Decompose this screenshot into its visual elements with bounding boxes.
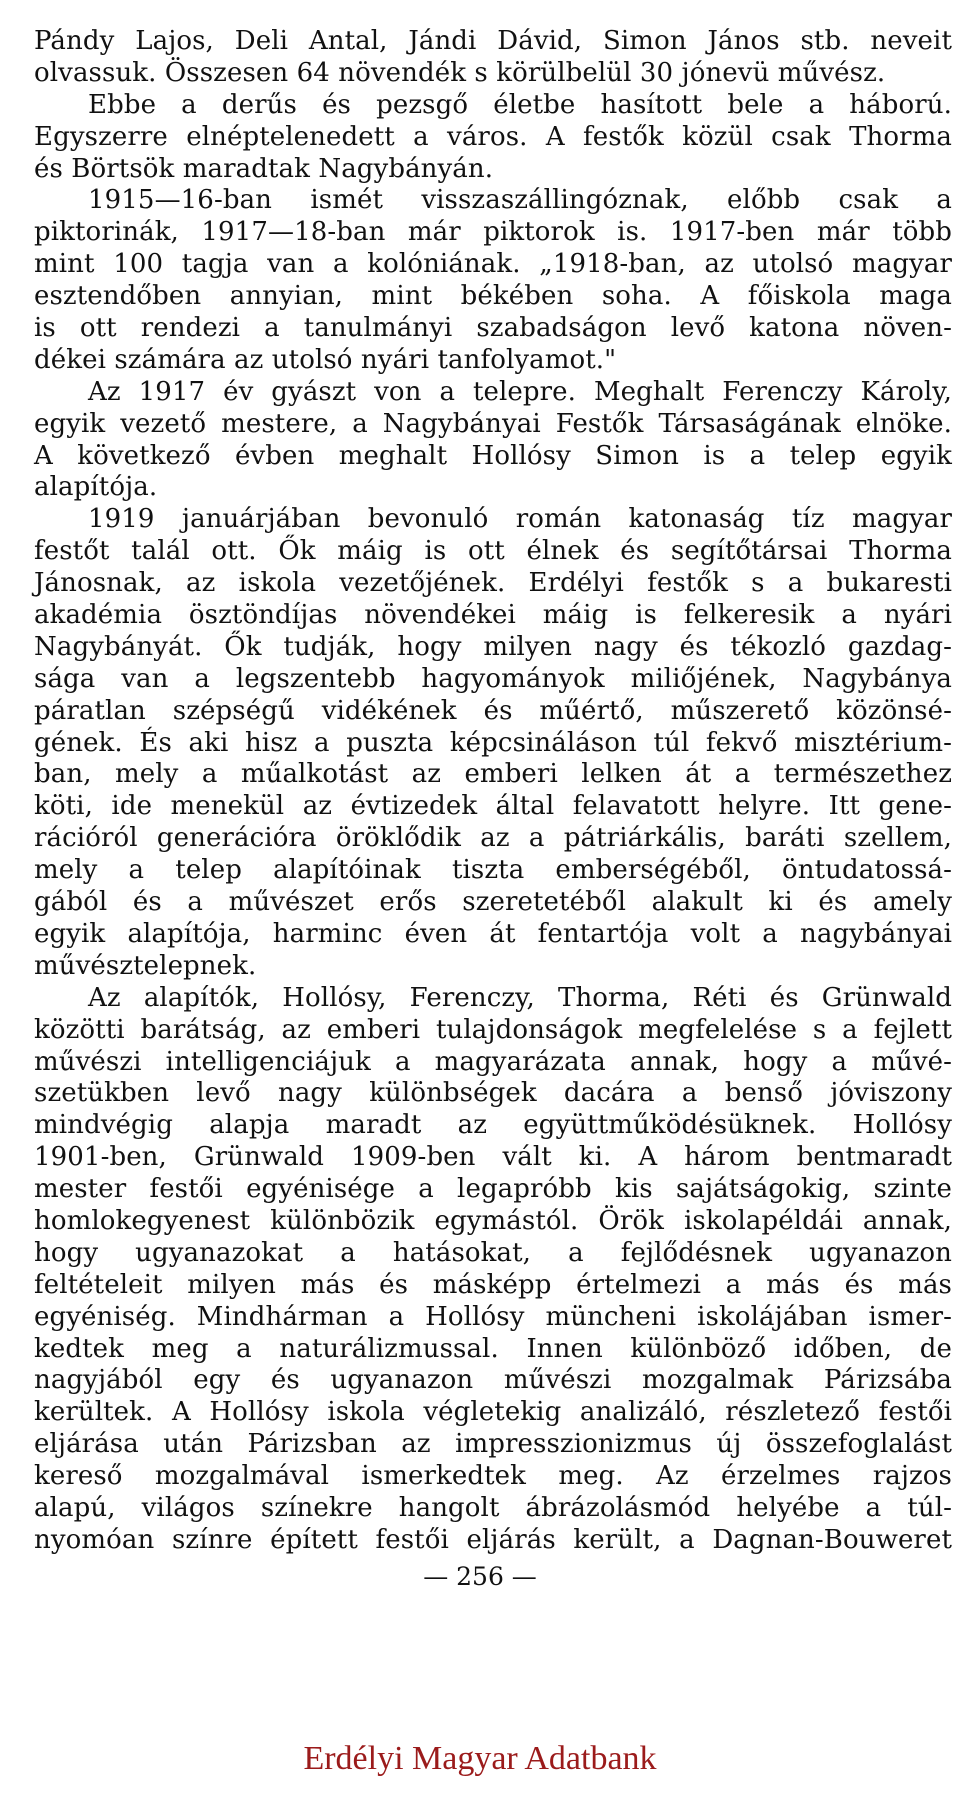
text-line: kedtek meg a naturálizmussal. Innen különböző időben, de	[34, 1333, 952, 1364]
text-column	[34, 26, 952, 1557]
text-line: Nagybányát. Ők tudják, hogy milyen nagy és tékozló gazdag-	[34, 631, 952, 662]
text-line: Pándy Lajos, Deli Antal, Jándi Dávid, Simon János stb. neveit	[34, 26, 952, 56]
text-line: művésztelepnek.	[34, 950, 257, 981]
text-line: kereső mozgalmával ismerkedtek meg. Az érzelmes rajzos	[34, 1461, 952, 1492]
page-number: — 256 —	[423, 1562, 537, 1591]
text-line: Az alapítók, Hollósy, Ferenczy, Thorma, Réti és Grünwald	[88, 982, 952, 1013]
footer-source-label: Erdélyi Magyar Adatbank	[303, 1740, 657, 1777]
text-line: hogy ugyanazokat a hatásokat, a fejlődésnek ugyanazon	[34, 1237, 952, 1268]
page-body	[34, 26, 952, 1557]
text-line: Egyszerre elnéptelenedett a város. A festők közül csak Thorma	[34, 121, 952, 152]
text-line: 1915—16-ban ismét visszaszállingóznak, előbb csak a	[88, 185, 952, 216]
text-line: mint 100 tagja van a kolóniának. „1918-ban, az utolsó magyar	[34, 249, 952, 280]
text-line: is ott rendezi a tanulmányi szabadságon levő katona növen-	[34, 313, 952, 344]
text-line: homlokegyenest különbözik egymástól. Örök iskolapéldái annak,	[34, 1205, 952, 1236]
text-line: sága van a legszentebb hagyományok miliőjének, Nagybánya	[34, 663, 952, 694]
text-line: eljárása után Párizsban az impresszionizmus új összefoglalást	[34, 1429, 952, 1460]
text-line: Ebbe a derűs és pezsgő életbe hasított bele a háború.	[88, 89, 952, 120]
text-line: közötti barátság, az emberi tulajdonságok megfelelése s a fejlett	[34, 1014, 952, 1045]
text-line: egyéniség. Mindhárman a Hollósy müncheni iskolájában ismer-	[34, 1301, 952, 1332]
text-line: A következő évben meghalt Hollósy Simon is a telep egyik	[34, 440, 952, 471]
text-line: esztendőben annyian, mint békében soha. A főiskola maga	[34, 281, 952, 312]
text-line: páratlan szépségű vidékének és műértő, műszerető közönsé-	[34, 695, 952, 726]
text-line: alapú, világos színekre hangolt ábrázolásmód helyébe a túl-	[34, 1492, 952, 1523]
text-line: festőt talál ott. Ők máig is ott élnek és segítőtársai Thorma	[34, 536, 952, 567]
text-line: egyik vezető mestere, a Nagybányai Festők Társaságának elnöke.	[34, 408, 952, 439]
text-line: Az 1917 év gyászt von a telepre. Meghalt Ferenczy Károly,	[88, 376, 952, 407]
text-line: ban, mely a műalkotást az emberi lelken át a természethez	[34, 759, 952, 790]
text-line: olvassuk. Összesen 64 növendék s körülbelül 30 jónevü művész.	[34, 57, 886, 88]
text-line: mester festői egyénisége a legapróbb kis sajátságokig, szinte	[34, 1174, 952, 1205]
text-line: alapítója.	[34, 472, 158, 503]
text-line: 1901-ben, Grünwald 1909-ben vált ki. A három bentmaradt	[34, 1142, 952, 1173]
text-line: mely a telep alapítóinak tiszta emberségéből, öntudatossá-	[34, 855, 952, 886]
text-line: nagyjából egy és ugyanazon művészi mozgalmak Párizsába	[34, 1365, 952, 1396]
text-line: kerültek. A Hollósy iskola végletekig analizáló, részletező festői	[34, 1397, 952, 1428]
text-line: rációról generációra öröklődik az a pátriárkális, baráti szellem,	[34, 823, 952, 854]
text-line: gének. És aki hisz a puszta képcsináláson túl fekvő misztérium-	[34, 727, 952, 758]
text-line: és Börtsök maradtak Nagybányán.	[34, 153, 494, 184]
text-line: köti, ide menekül az évtizedek által felavatott helyre. Itt gene-	[34, 791, 952, 822]
text-line: egyik alapítója, harminc éven át fentartója volt a nagybányai	[34, 918, 952, 949]
text-line: gából és a művészet erős szeretetéből alakult ki és amely	[34, 887, 952, 918]
text-line: dékei számára az utolsó nyári tanfolyamot."	[34, 344, 617, 375]
text-line: akadémia ösztöndíjas növendékei máig is felkeresik a nyári	[34, 600, 952, 631]
text-line: feltételeit milyen más és másképp értelmezi a más és más	[34, 1269, 952, 1300]
text-line: piktorinák, 1917—18-ban már piktorok is. 1917-ben már több	[34, 217, 952, 248]
text-line: nyomóan színre épített festői eljárás került, a Dagnan-Bouweret	[34, 1524, 952, 1555]
text-line: szetükben levő nagy különbségek dacára a benső jóviszony	[34, 1078, 952, 1109]
text-line: 1919 januárjában bevonuló román katonaság tíz magyar	[88, 504, 952, 535]
text-line: mindvégig alapja maradt az együttműködésüknek. Hollósy	[34, 1110, 952, 1141]
text-line: művészi intelligenciájuk a magyarázata annak, hogy a művé-	[34, 1046, 952, 1077]
text-line: Jánosnak, az iskola vezetőjének. Erdélyi festők s a bukaresti	[34, 568, 952, 599]
